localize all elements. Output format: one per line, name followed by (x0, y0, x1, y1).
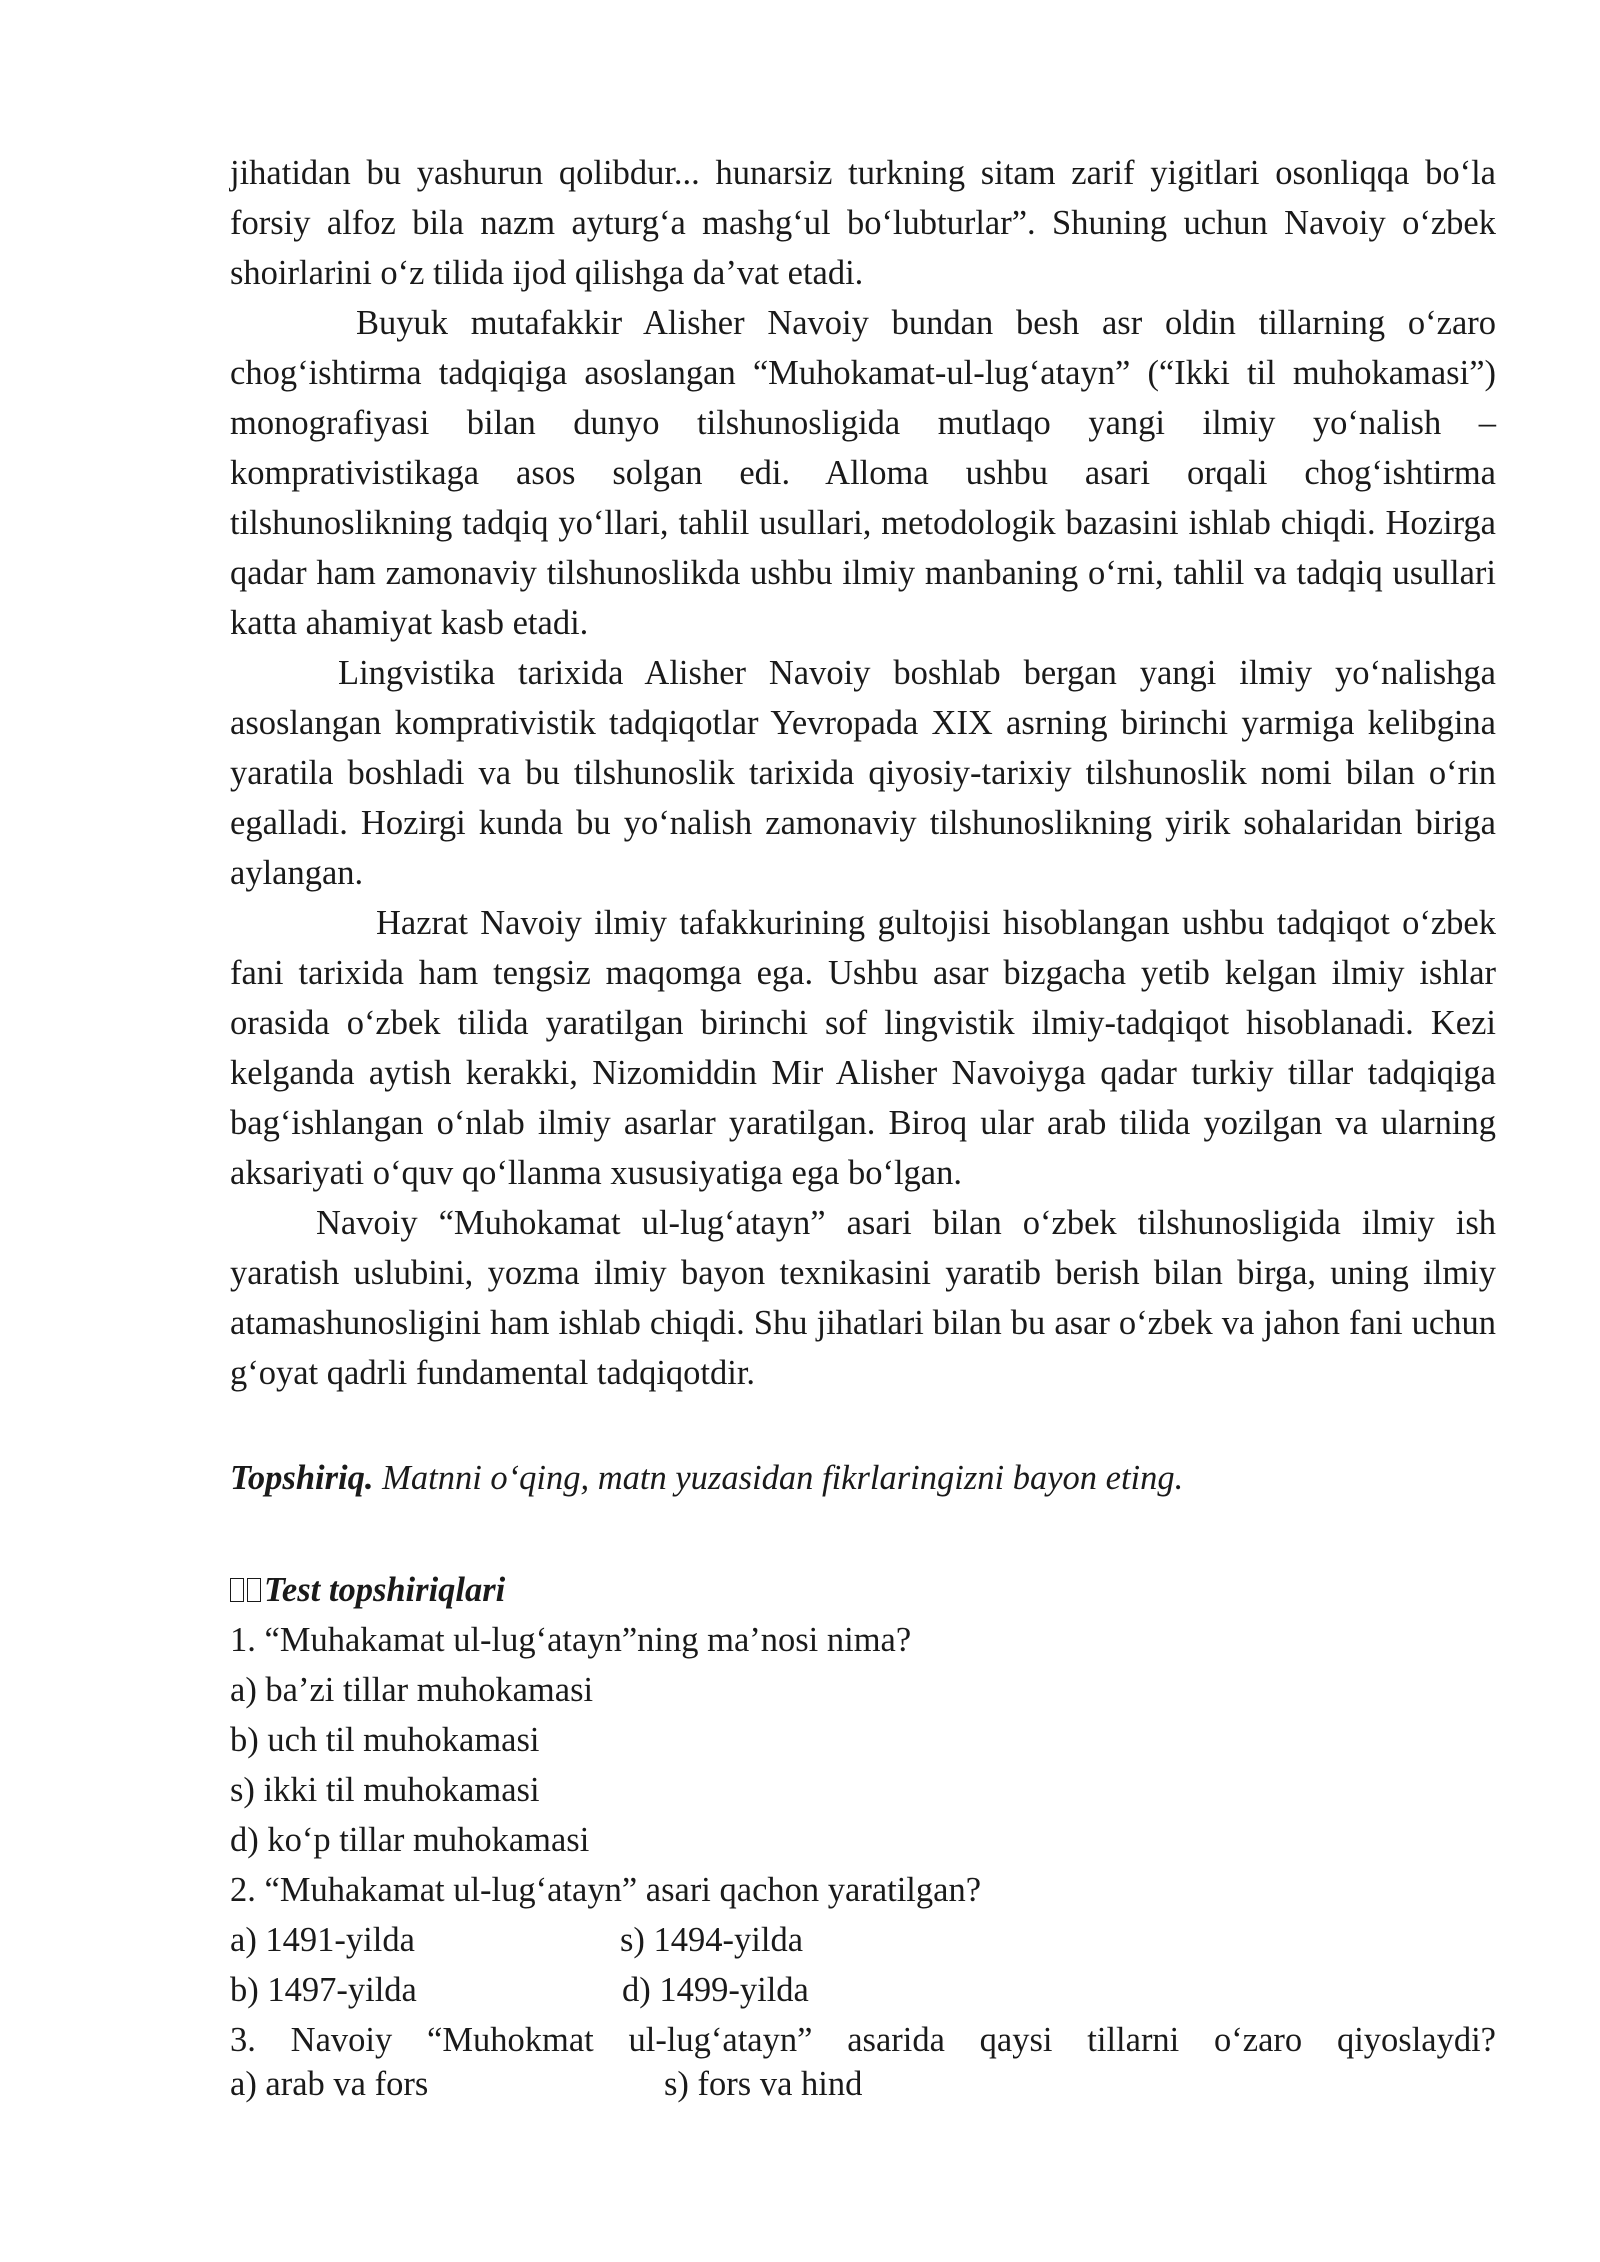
task-instruction (230, 1453, 1496, 1503)
q3-options-row (230, 2062, 1496, 2112)
q2-option-d: d) 1499-yilda (622, 1971, 809, 2009)
q3-option-s: s) fors va hind (664, 2065, 863, 2103)
q1-option-s: s) ikki til muhokamasi (230, 1771, 540, 1809)
main-text (230, 148, 1496, 1398)
q2-option-b: b) 1497-yilda (230, 1971, 417, 2009)
test-heading (230, 1565, 1496, 1615)
question-1: 1. “Muhakamat ul-lug‘atayn”ning ma’nosi nima? (230, 1621, 912, 1659)
test-heading-text: Test topshiriqlari (264, 1571, 506, 1609)
task-text: Matnni o‘qing, matn yuzasidan fikrlaringizni bayon eting. (373, 1459, 1184, 1497)
q2-options-row-2 (230, 1965, 1496, 2015)
paragraph-5: Navoiy “Muhokamat ul-lug‘atayn” asari bilan o‘zbek tilshunosligida ilmiy ish yaratish uslubini, yozma ilmiy bayon texnikasini yaratib berish bilan birga, uning ilmiy atamashunosligini ham ishlab chiqdi. Shu jihatlari bilan bu asar o‘zbek va jahon fani uchun g‘oyat qadrli fundamental tadqiqotdir. (230, 1204, 1496, 1392)
task-label: Topshiriq. (230, 1459, 374, 1497)
q1-option-a: a) ba’zi tillar muhokamasi (230, 1671, 594, 1709)
q1-option-b: b) uch til muhokamasi (230, 1721, 540, 1759)
paragraph-1: jihatidan bu yashurun qolibdur... hunarsiz turkning sitam zarif yigitlari osonliqqa bo‘la forsiy alfoz bila nazm ayturg‘a mashg‘ul bo‘lubturlar”. Shuning uchun Navoiy o‘zbek shoirlarini o‘z tilida ijod qilishga da’vat etadi. (230, 154, 1496, 292)
q1-option-d: d) ko‘p tillar muhokamasi (230, 1821, 590, 1859)
q2-option-a: a) 1491-yilda (230, 1921, 415, 1959)
paragraph-4: Hazrat Navoiy ilmiy tafakkurining gultojisi hisoblangan ushbu tadqiqot o‘zbek fani tarixida ham tengsiz maqomga ega. Ushbu asar bizgacha yetib kelgan ilmiy ishlar orasida o‘zbek tilida yaratilgan birinchi sof lingvistik ilmiy-tadqiqot hisoblanadi. Kezi kelganda aytish kerakki, Nizomiddin Mir Alisher Navoiyga qadar turkiy tillar tadqiqiga bag‘ishlangan o‘nlab ilmiy asarlar yaratilgan. Biroq ular arab tilida yozilgan va ularning aksariyati o‘quv qo‘llanma xususiyatiga ega bo‘lgan. (230, 904, 1496, 1192)
missing-glyph-icon (247, 1578, 261, 1602)
question-3: 3. Navoiy “Muhokmat ul-lug‘atayn” asarida qaysi tillarni o‘zaro qiyoslaydi? (230, 2021, 1496, 2059)
question-2: 2. “Muhakamat ul-lug‘atayn” asari qachon yaratilgan? (230, 1871, 982, 1909)
paragraph-2: Buyuk mutafakkir Alisher Navoiy bundan besh asr oldin tillarning o‘zaro chog‘ishtirma tadqiqiga asoslangan “Muhokamat-ul-lug‘atayn” (“Ikki til muhokamasi”) monografiyasi bilan dunyo tilshunosligida mutlaqo yangi ilmiy yo‘nalish – komprativistikaga asos solgan edi. Alloma ushbu asari orqali chog‘ishtirma tilshunoslikning tadqiq yo‘llari, tahlil usullari, metodologik bazasini ishlab chiqdi. Hozirga qadar ham zamonaviy tilshunoslikda ushbu ilmiy manbaning o‘rni, tahlil va tadqiq usullari katta ahamiyat kasb etadi. (230, 304, 1496, 642)
q3-option-a: a) arab va fors (230, 2065, 429, 2103)
q2-options-row-1 (230, 1915, 1496, 1965)
q2-option-s: s) 1494-yilda (620, 1921, 804, 1959)
missing-glyph-icon (230, 1578, 244, 1602)
paragraph-3: Lingvistika tarixida Alisher Navoiy boshlab bergan yangi ilmiy yo‘nalishga asoslangan komprativistik tadqiqotlar Yevropada XIX asrning birinchi yarmiga kelibgina yaratila boshladi va bu tilshunoslik tarixida qiyosiy-tarixiy tilshunoslik nomi bilan o‘rin egalladi. Hozirgi kunda bu yo‘nalish zamonaviy tilshunoslikning yirik sohalaridan biriga aylangan. (230, 654, 1496, 892)
test-section (230, 1565, 1496, 2112)
